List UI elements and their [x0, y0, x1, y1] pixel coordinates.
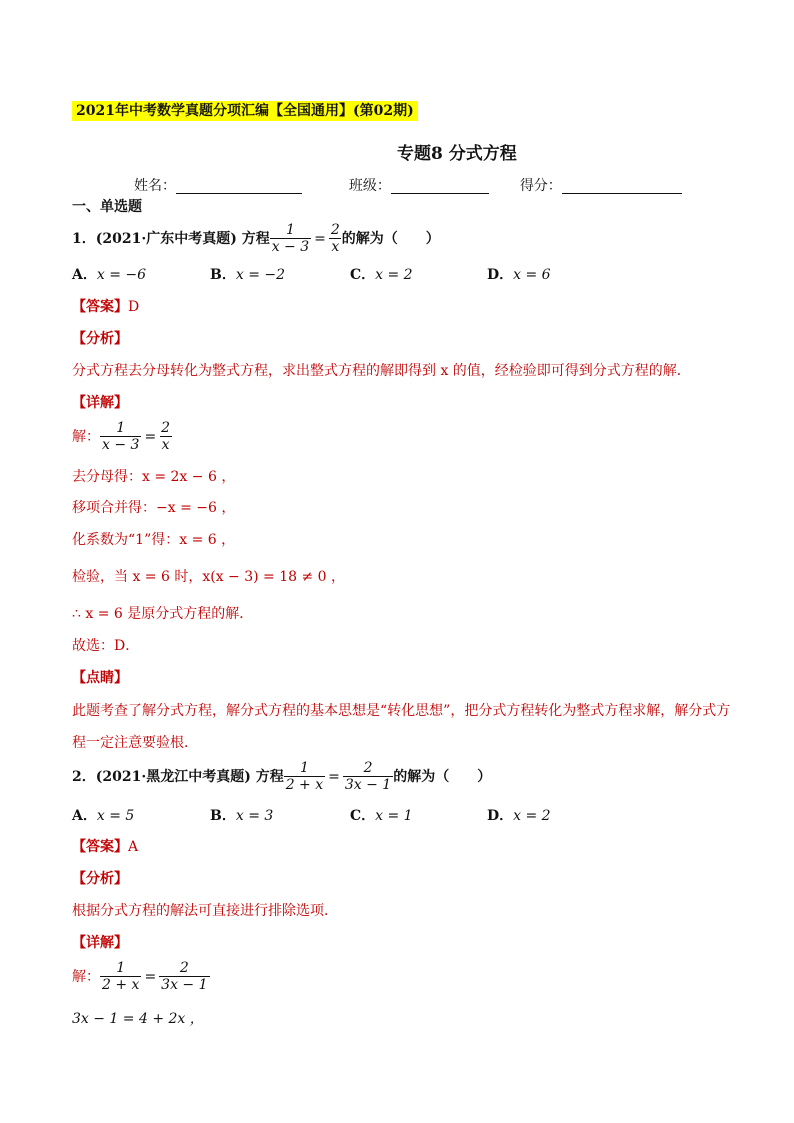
q1-answer	[72, 299, 139, 315]
series-banner	[72, 100, 418, 120]
q1-step-4: 检验，当 x = 6 时，x(x − 3) = 18 ≠ 0 ，	[72, 569, 346, 585]
frac-num: 2	[161, 420, 171, 436]
option-letter: A．	[72, 808, 97, 824]
frac-num: 2	[179, 960, 189, 976]
q1-sol-frac-left	[100, 420, 141, 453]
frac-num: 1	[299, 760, 309, 776]
frac-den: 3x − 1	[344, 777, 392, 793]
q2-step-1: 3x − 1 = 4 + 2x ，	[72, 1011, 204, 1027]
option-letter: A．	[72, 267, 97, 283]
page-title: 专题8 分式方程	[397, 144, 517, 164]
q1-fraction-right	[329, 222, 342, 255]
frac-den: 2 + x	[102, 977, 140, 993]
question-1-stem	[72, 222, 440, 255]
q2-sol-frac-right	[159, 960, 209, 993]
frac-den: 3x − 1	[161, 977, 208, 993]
q1-option-d[interactable]	[487, 267, 551, 283]
frac-den: x − 3	[102, 437, 140, 453]
option-letter: C．	[350, 267, 376, 283]
q1-detail-tag: 【详解】	[72, 395, 128, 411]
q2-option-d[interactable]	[487, 808, 551, 824]
q2-solution-equation	[72, 960, 210, 993]
q1-analysis-text: 分式方程去分母转化为整式方程，求出整式方程的解即得到 x 的值，经检验即可得到分式方程的解．	[72, 363, 691, 379]
q1-sol-frac-right	[159, 420, 172, 453]
q1-option-a[interactable]	[72, 267, 146, 283]
frac-den: 2 + x	[285, 777, 324, 793]
answer-value: D	[128, 299, 140, 315]
q2-answer	[72, 839, 138, 855]
answer-value: A	[128, 839, 139, 855]
q1-suffix: 的解为（ ）	[341, 230, 440, 247]
option-letter: D．	[487, 267, 514, 283]
option-expr: x = −6	[96, 267, 147, 283]
solve-label: 解：	[72, 968, 100, 985]
name-label: 姓名：	[134, 178, 176, 194]
q1-step-5: ∴ x = 6 是原分式方程的解．	[72, 606, 254, 622]
q1-step-1: 去分母得：x = 2x − 6 ，	[72, 469, 236, 485]
q1-frac1-den: x − 3	[271, 239, 310, 255]
option-expr: x = 3	[235, 808, 274, 824]
q2-fraction-right	[343, 760, 393, 793]
section-heading: 一、单选题	[72, 199, 142, 215]
q1-prefix: 1．(2021·广东中考真题) 方程	[72, 230, 270, 247]
q1-option-b[interactable]	[210, 267, 285, 283]
option-letter: D．	[487, 808, 514, 824]
option-letter: C．	[350, 808, 376, 824]
q2-option-c[interactable]	[350, 808, 413, 824]
q2-prefix: 2．(2021·黑龙江中考真题) 方程	[72, 768, 284, 785]
frac-num: 2	[363, 760, 373, 776]
option-letter: B．	[210, 808, 236, 824]
q2-option-a[interactable]	[72, 808, 134, 824]
q2-detail-tag: 【详解】	[72, 935, 128, 951]
frac-num: 1	[116, 960, 126, 976]
q1-frac2-num: 2	[330, 222, 340, 238]
answer-tag: 【答案】	[72, 839, 128, 855]
q1-comment-line-2: 程一定注意要验根．	[72, 735, 198, 751]
option-expr: x = 5	[96, 808, 135, 824]
q2-analysis-tag: 【分析】	[72, 871, 128, 887]
class-label: 班级：	[348, 178, 391, 194]
q2-fraction-left	[284, 760, 325, 793]
score-label: 得分：	[519, 178, 562, 194]
class-field[interactable]	[391, 179, 489, 194]
q1-step-2: 移项合并得：−x = −6 ，	[72, 500, 236, 516]
option-expr: x = −2	[235, 267, 286, 283]
answer-tag: 【答案】	[72, 299, 128, 315]
series-title: 2021年中考数学真题分项汇编【全国通用】(第02期)	[72, 101, 418, 121]
q2-option-b[interactable]	[210, 808, 273, 824]
question-2-stem	[72, 760, 491, 793]
q1-fraction-left	[270, 222, 311, 255]
option-expr: x = 2	[375, 267, 413, 283]
q2-analysis-text: 根据分式方程的解法可直接进行排除选项．	[72, 903, 338, 919]
frac-den: x	[161, 437, 170, 453]
frac-num: 1	[116, 420, 126, 436]
equals: =	[144, 968, 157, 985]
equals: =	[328, 768, 340, 785]
q2-suffix: 的解为（ ）	[393, 768, 492, 785]
q1-step-6: 故选：D．	[72, 638, 140, 654]
q1-solution-equation	[72, 420, 172, 453]
q1-option-c[interactable]	[350, 267, 413, 283]
option-expr: x = 6	[513, 267, 551, 283]
q1-frac1-num: 1	[285, 222, 295, 238]
solve-label: 解：	[72, 428, 100, 445]
equals: =	[144, 428, 157, 445]
q1-comment-tag: 【点睛】	[72, 670, 128, 686]
q1-equals: =	[314, 230, 326, 247]
name-field[interactable]	[176, 179, 302, 194]
q1-frac2-den: x	[331, 239, 340, 255]
score-field[interactable]	[562, 179, 682, 194]
student-info	[134, 178, 682, 194]
q2-sol-frac-left	[100, 960, 141, 993]
option-expr: x = 1	[375, 808, 413, 824]
q1-step-3: 化系数为“1”得：x = 6 ，	[72, 532, 236, 548]
q1-comment-line-1: 此题考查了解分式方程，解分式方程的基本思想是“转化思想”，把分式方程转化为整式方程求解，解分式方	[72, 703, 731, 719]
option-expr: x = 2	[513, 808, 551, 824]
option-letter: B．	[210, 267, 236, 283]
q1-analysis-tag: 【分析】	[72, 331, 128, 347]
